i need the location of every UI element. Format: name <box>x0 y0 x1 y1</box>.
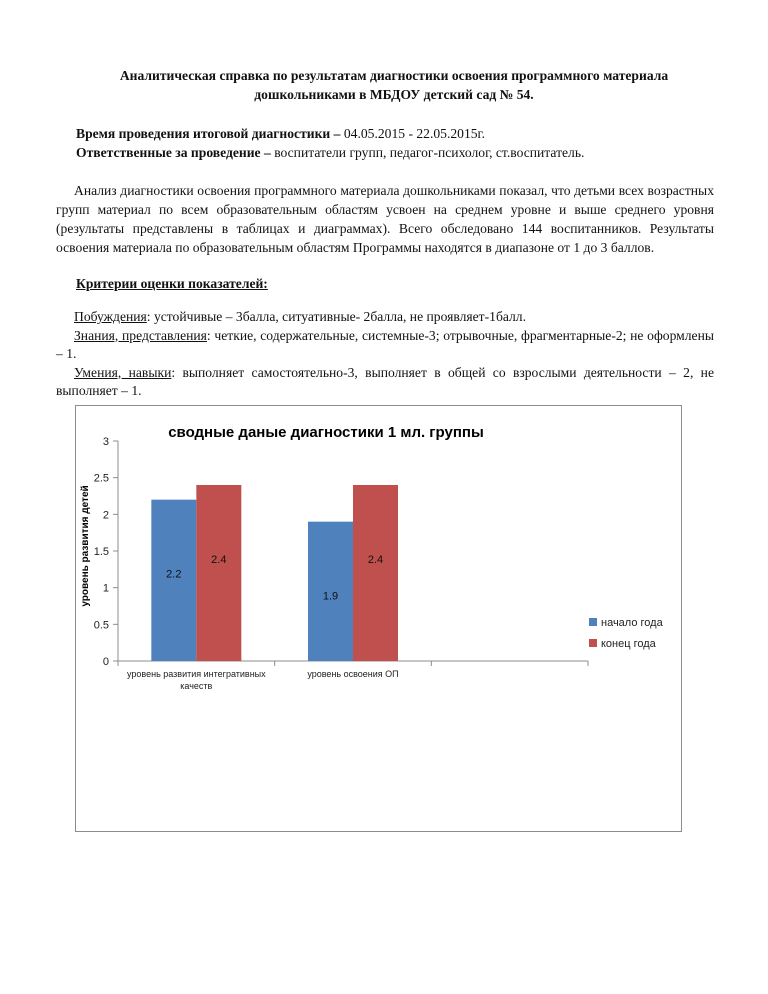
legend-label: конец года <box>601 638 656 650</box>
data-label: 2.4 <box>211 554 227 566</box>
time-value: 04.05.2015 - 22.05.2015г. <box>343 126 485 141</box>
criteria-term: Побуждения <box>74 309 147 324</box>
criteria-text: : выполняет самостоятельно-3, выполняет в общей со взрослыми деятельности – 2, не выполняет – 1. <box>56 364 714 398</box>
bar-chart <box>76 406 681 831</box>
document-title <box>70 66 718 104</box>
time-label: Время проведения итоговой диагностики – <box>76 126 341 141</box>
legend-swatch <box>589 618 597 626</box>
legend-swatch <box>589 639 597 647</box>
time-row <box>76 124 584 143</box>
meta-block <box>76 124 584 162</box>
criteria-item <box>56 327 714 364</box>
criteria-list <box>56 308 714 401</box>
responsible-value: воспитатели групп, педагог-психолог, ст.воспитатель. <box>274 145 585 160</box>
y-tick-label: 3 <box>102 436 109 448</box>
criteria-text: : устойчивые – 3балла, ситуативные- 2балла, не проявляет-1балл. <box>146 309 526 324</box>
criteria-item <box>56 308 714 327</box>
chart-container <box>75 405 682 832</box>
data-label: 2.2 <box>166 568 182 581</box>
responsible-row <box>76 143 584 162</box>
y-tick-label: 2.5 <box>93 472 109 485</box>
y-tick-label: 0 <box>102 656 109 668</box>
y-tick-label: 1 <box>102 582 109 595</box>
x-tick-label: уровень развития интегративных <box>127 669 266 679</box>
criteria-term: Знания, представления <box>74 327 207 343</box>
data-label: 1.9 <box>322 590 339 603</box>
y-tick-label: 0.5 <box>93 619 109 632</box>
y-tick-label: 2 <box>102 509 109 522</box>
data-label: 2.4 <box>367 554 384 566</box>
y-axis-label: уровень развития детей <box>80 485 91 607</box>
x-tick-label: качеств <box>180 681 213 691</box>
analysis-text: Анализ диагностики освоения программного материала дошкольниками показал, что детьми всех возрастных групп материал по всем образовательным областям усвоен на среднем уровне и выше среднего уровня (результаты представлены в таблицах и диаграммах). Всего обследовано 144 воспитанников. Результаты освоения материала по образовательным областям Программы находятся в диапазоне от 1 до 3 баллов. <box>56 183 714 255</box>
criteria-term: Умения, навыки <box>74 364 172 380</box>
legend-label: начало года <box>601 617 663 629</box>
bar <box>196 485 241 661</box>
y-tick-label: 1.5 <box>93 546 109 558</box>
title-line-1: Аналитическая справка по результатам диагностики освоения программного материала <box>119 68 669 83</box>
title-line-2: дошкольниками в МБДОУ детский сад № 54. <box>254 87 534 102</box>
responsible-label: Ответственные за проведение – <box>76 145 271 160</box>
bar <box>353 485 398 661</box>
chart-title: сводные даные диагностики 1 мл. группы <box>168 424 484 441</box>
criteria-text: : четкие, содержательные, системные-3; отрывочные, фрагментарные-2; не оформлены – 1. <box>56 327 714 361</box>
criteria-item <box>56 364 714 401</box>
criteria-heading: Критерии оценки показателей: <box>76 276 268 291</box>
analysis-paragraph <box>56 181 714 257</box>
x-tick-label: уровень освоения ОП <box>307 669 399 679</box>
